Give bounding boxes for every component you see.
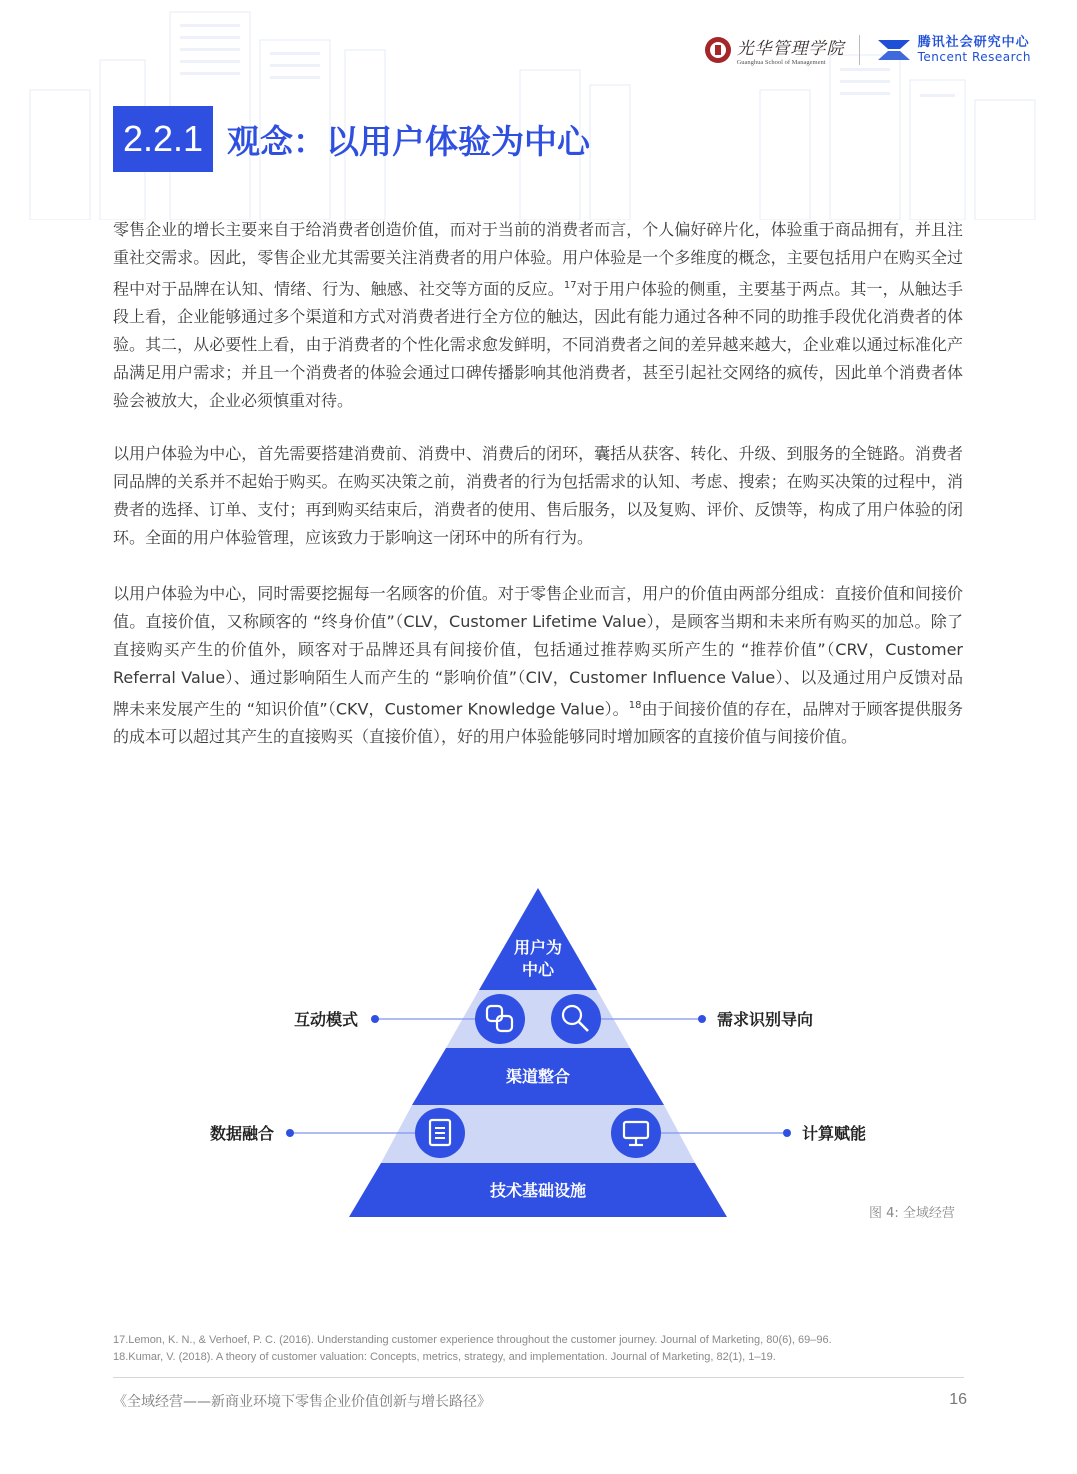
pyramid-base-label: 技术基础设施 [489,1181,587,1200]
connector-dot-right-lower [783,1129,791,1137]
paragraph-3-part-a: 以用户体验为中心，同时需要挖掘每一名顾客的价值。对于零售企业而言，用户的价值由两部分组成：直接价值和间接价值。直接价值，又称顾客的 “终身价值”（CLV，Customer Lifetime Value），是顾客当期和未来所有购买的加总。除了直接购买产生的价值外，顾客对于品牌还具有间接价值，包括通过推荐购买所产生的 “推荐价值”（CRV，Customer Referral Value）、通过影响陌生人而产生的 “影响价值”（CIV，Customer Influence Value）、以及通过用户反馈对品牌未来发展产生的 “知识价值”（CKV，Customer Knowledge Value）。 [113,584,963,719]
footnote-ref-17: 17 [563,280,577,291]
pyramid-middle-label: 渠道整合 [505,1067,571,1086]
tencent-research-icon [876,36,912,64]
footnote-ref-18: 18 [628,700,642,711]
search-icon [551,994,601,1044]
footer-divider [113,1377,964,1378]
pku-logo-name: 光华管理学院 [736,39,845,59]
figure-caption: 图 4: 全域经营 [869,1206,955,1221]
pku-logo [703,34,845,66]
connector-dot-left-upper [371,1015,379,1023]
label-demand-recognition: 需求识别导向 [717,1010,814,1029]
label-compute-enablement: 计算赋能 [802,1124,867,1143]
paragraph-3-part-b: 由于间接价值的存在，品牌对于顾客提供服务的成本可以超过其产生的直接购买（直接价值），好的用户体验能够同时增加顾客的直接价值与间接价值。 [113,699,963,747]
paragraph-1-part-a: 零售企业的增长主要来自于给消费者创造价值，而对于当前的消费者而言，个人偏好碎片化，体验重于商品拥有，并且注重社交需求。因此，零售企业尤其需要关注消费者的用户体验。用户体验是一个多维度的概念，主要包括用户在购买全过程中对于品牌在认知、情绪、行为、触感、社交等方面的反应。 [113,220,963,299]
logo-divider [859,35,860,65]
monitor-icon [611,1108,661,1158]
tencent-logo-cn: 腾讯社会研究中心 [917,35,1030,51]
tencent-logo [876,36,1031,64]
pyramid-top-label-line1: 用户为 [513,938,563,957]
link-icon [475,994,525,1044]
tencent-logo-en: Tencent Research [917,49,1031,64]
section-title: 观念：以用户体验为中心 [227,121,590,161]
footer-title: 《全域经营——新商业环境下零售企业价值创新与增长路径》 [113,1394,491,1410]
connector-dot-left-lower [286,1129,294,1137]
label-data-fusion: 数据融合 [209,1124,274,1143]
pyramid-figure [0,880,1077,1220]
footnotes [113,1332,832,1366]
paragraph-3 [113,580,963,751]
label-interaction-mode: 互动模式 [293,1010,358,1029]
section-heading [113,106,590,172]
document-icon [415,1108,465,1158]
paragraph-2: 以用户体验为中心，首先需要搭建消费前、消费中、消费后的闭环，囊括从获客、转化、升级、到服务的全链路。消费者同品牌的关系并不起始于购买。在购买决策之前，消费者的行为包括需求的认知、考虑、搜索；在购买决策的过程中，消费者的选择、订单、支付；再到购买结束后，消费者的使用、售后服务，以及复购、评价、反馈等，构成了用户体验的闭环。全面的用户体验管理，应该致力于影响这一闭环中的所有行为。 [113,444,963,547]
paragraph-1 [113,216,963,415]
paragraph-1-part-b: 对于用户体验的侧重，主要基于两点。其一，从触达手段上看，企业能够通过多个渠道和方式对消费者进行全方位的触达，因此有能力通过各种不同的助推手段优化消费者的体验。其二，从必要性上看，由于消费者的个性化需求愈发鲜明，不同消费者之间的差异越来越大，企业难以通过标准化产品满足用户需求；并且一个消费者的体验会通过口碑传播影响其他消费者，甚至引起社交网络的疯传，因此单个消费者体验会被放大，企业必须慎重对待。 [113,279,963,411]
pku-seal-icon [703,35,733,65]
footnote-18: 18.Kumar, V. (2018). A theory of customer valuation: Concepts, metrics, strategy, and implementation. Journal of Marketing, 82(1), 1–19. [113,1351,776,1363]
section-number: 2.2.1 [113,106,213,172]
page-number: 16 [949,1391,967,1408]
pyramid-top-label-line2: 中心 [521,960,555,979]
connector-dot-right-upper [698,1015,706,1023]
footnote-17: 17.Lemon, K. N., & Verhoef, P. C. (2016). Understanding customer experience throughout the customer journey. Journal of Marketing, 80(6), 69–96. [113,1334,832,1346]
header-logos [703,34,1031,66]
pku-logo-subtitle: Guanghua School of Management [736,59,826,66]
